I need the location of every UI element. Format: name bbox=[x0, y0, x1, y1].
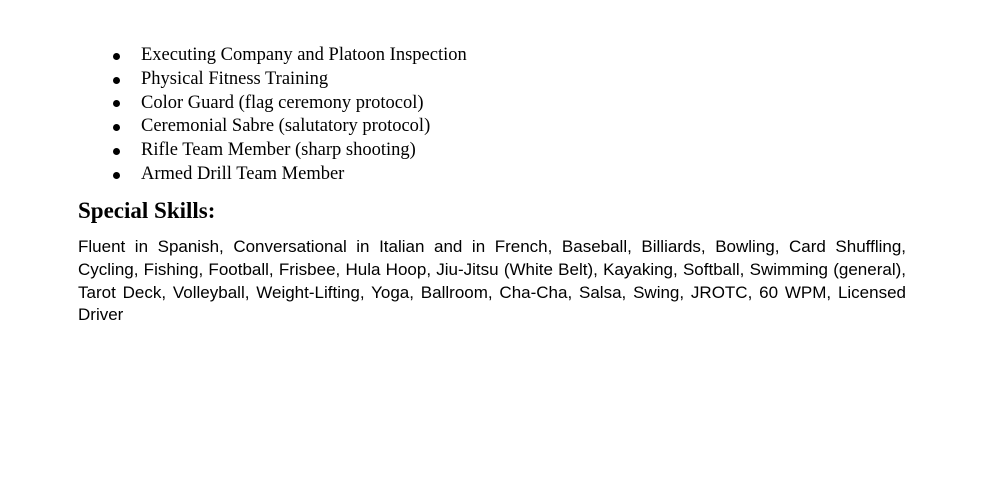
bullet-item bbox=[110, 115, 910, 139]
bullet-item bbox=[110, 139, 910, 163]
bullet-item bbox=[110, 92, 910, 116]
bullet-item-text: Color Guard (flag ceremony protocol) bbox=[141, 92, 424, 113]
bullet-item-text: Ceremonial Sabre (salutatory protocol) bbox=[141, 116, 431, 137]
bullet-dot-icon bbox=[113, 124, 120, 131]
bullet-dot-icon bbox=[113, 100, 120, 107]
bullet-dot-icon bbox=[113, 77, 120, 84]
bullet-item bbox=[110, 44, 910, 68]
bullet-item-text: Physical Fitness Training bbox=[141, 68, 329, 89]
bullet-dot-icon bbox=[113, 148, 120, 155]
bullet-item-text: Armed Drill Team Member bbox=[141, 163, 345, 184]
bullet-dot-icon bbox=[113, 53, 120, 60]
duties-bullet-list bbox=[110, 44, 910, 187]
bullet-dot-icon bbox=[113, 172, 120, 179]
special-skills-paragraph: Fluent in Spanish, Conversational in Italian and in French, Baseball, Billiards, Bowling, Card Shuffling, Cycling, Fishing, Football, Frisbee, Hula Hoop, Jiu-Jitsu (White Belt), Kayaking, Softball, Swimming (general), Tarot Deck, Volleyball, Weight-Lifting, Yoga, Ballroom, Cha-Cha, Salsa, Swing, JROTC, 60 WPM, Licensed Driver bbox=[78, 237, 906, 325]
special-skills-heading: Special Skills: bbox=[78, 198, 216, 223]
bullet-item bbox=[110, 68, 910, 92]
bullet-item-text: Executing Company and Platoon Inspection bbox=[141, 45, 467, 65]
bullet-item-text: Rifle Team Member (sharp shooting) bbox=[141, 140, 416, 161]
bullet-item bbox=[110, 163, 910, 187]
